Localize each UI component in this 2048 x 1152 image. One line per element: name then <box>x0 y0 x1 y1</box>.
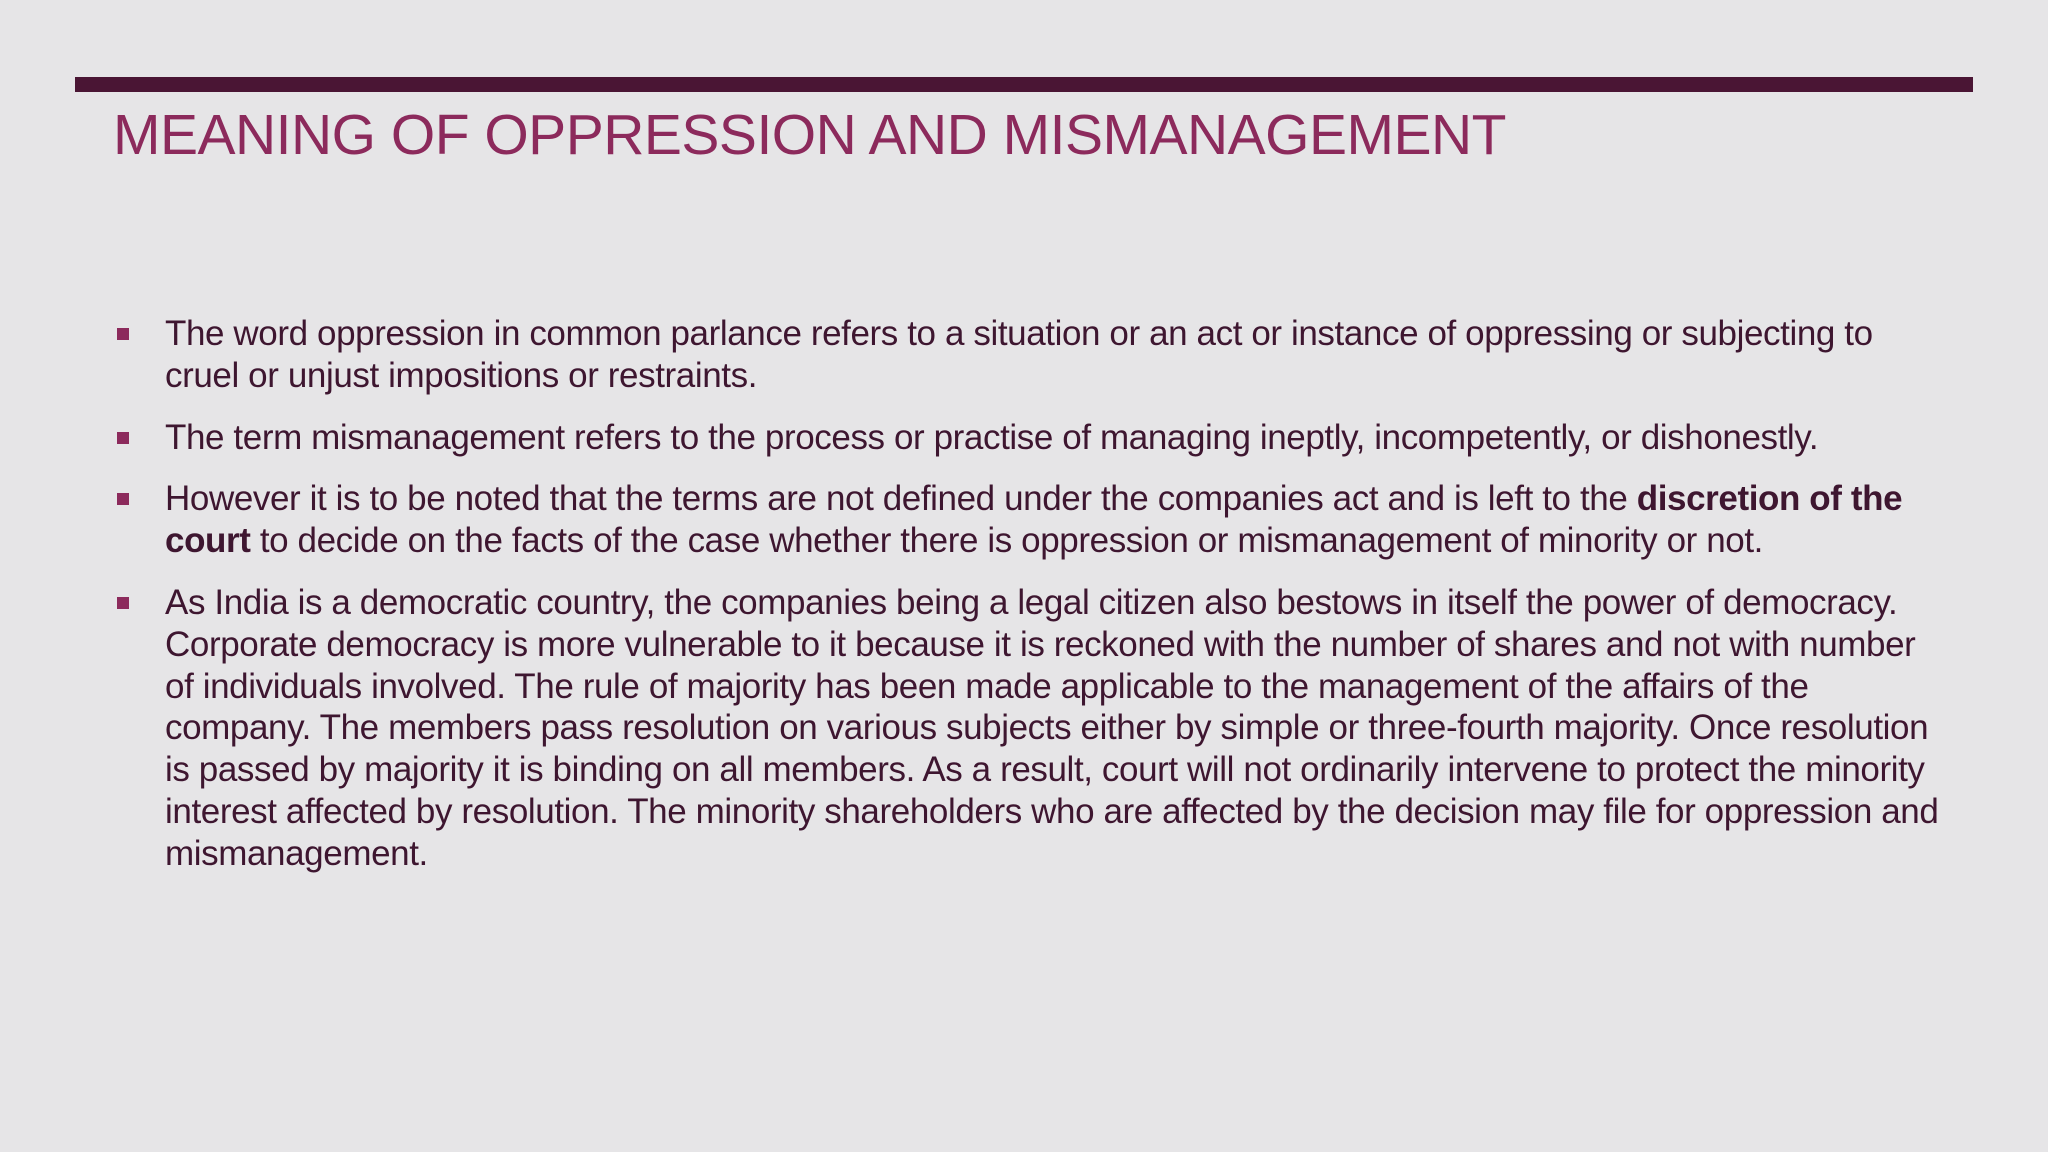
bullet-text: As India is a democratic country, the companies being a legal citizen also bestows in itself the power of democracy. Corporate democracy is more vulnerable to it because it is reckoned with the number of shares and not with number of individuals involved. The rule of majority has been made applicable to the management of the affairs of the company. The members pass resolution on various subjects either by simple or three-fourth majority. Once resolution is passed by majority it is binding on all members. As a result, court will not ordinarily intervene to protect the minority interest affected by resolution. The minority shareholders who are affected by the decision may file for oppression and mismanagement. <box>165 582 1939 873</box>
bullet-item-oppression <box>113 313 1943 397</box>
slide-title: MEANING OF OPPRESSION AND MISMANAGEMENT <box>113 103 1507 167</box>
bullet-text: The word oppression in common parlance refers to a situation or an act or instance of oppressing or subjecting to cruel or unjust impositions or restraints. <box>165 314 1873 395</box>
bullet-text-after: to decide on the facts of the case whether there is oppression or mismanagement of minority or not. <box>250 521 1763 561</box>
bullet-item-discretion <box>113 478 1943 562</box>
square-bullet-icon <box>117 493 129 505</box>
bullet-item-mismanagement <box>113 417 1943 459</box>
square-bullet-icon <box>117 432 129 444</box>
bullet-text-before: However it is to be noted that the terms are not defined under the companies act and is left to the <box>165 479 1637 519</box>
bullet-list <box>113 313 1943 895</box>
bullet-item-corporate-democracy <box>113 582 1943 875</box>
square-bullet-icon <box>117 597 129 609</box>
title-top-rule <box>75 77 1973 92</box>
square-bullet-icon <box>117 328 129 340</box>
bullet-text: The term mismanagement refers to the process or practise of managing ineptly, incompetently, or dishonestly. <box>165 417 1819 457</box>
bullet-bold-phrase: discretion of the court <box>165 479 1903 561</box>
